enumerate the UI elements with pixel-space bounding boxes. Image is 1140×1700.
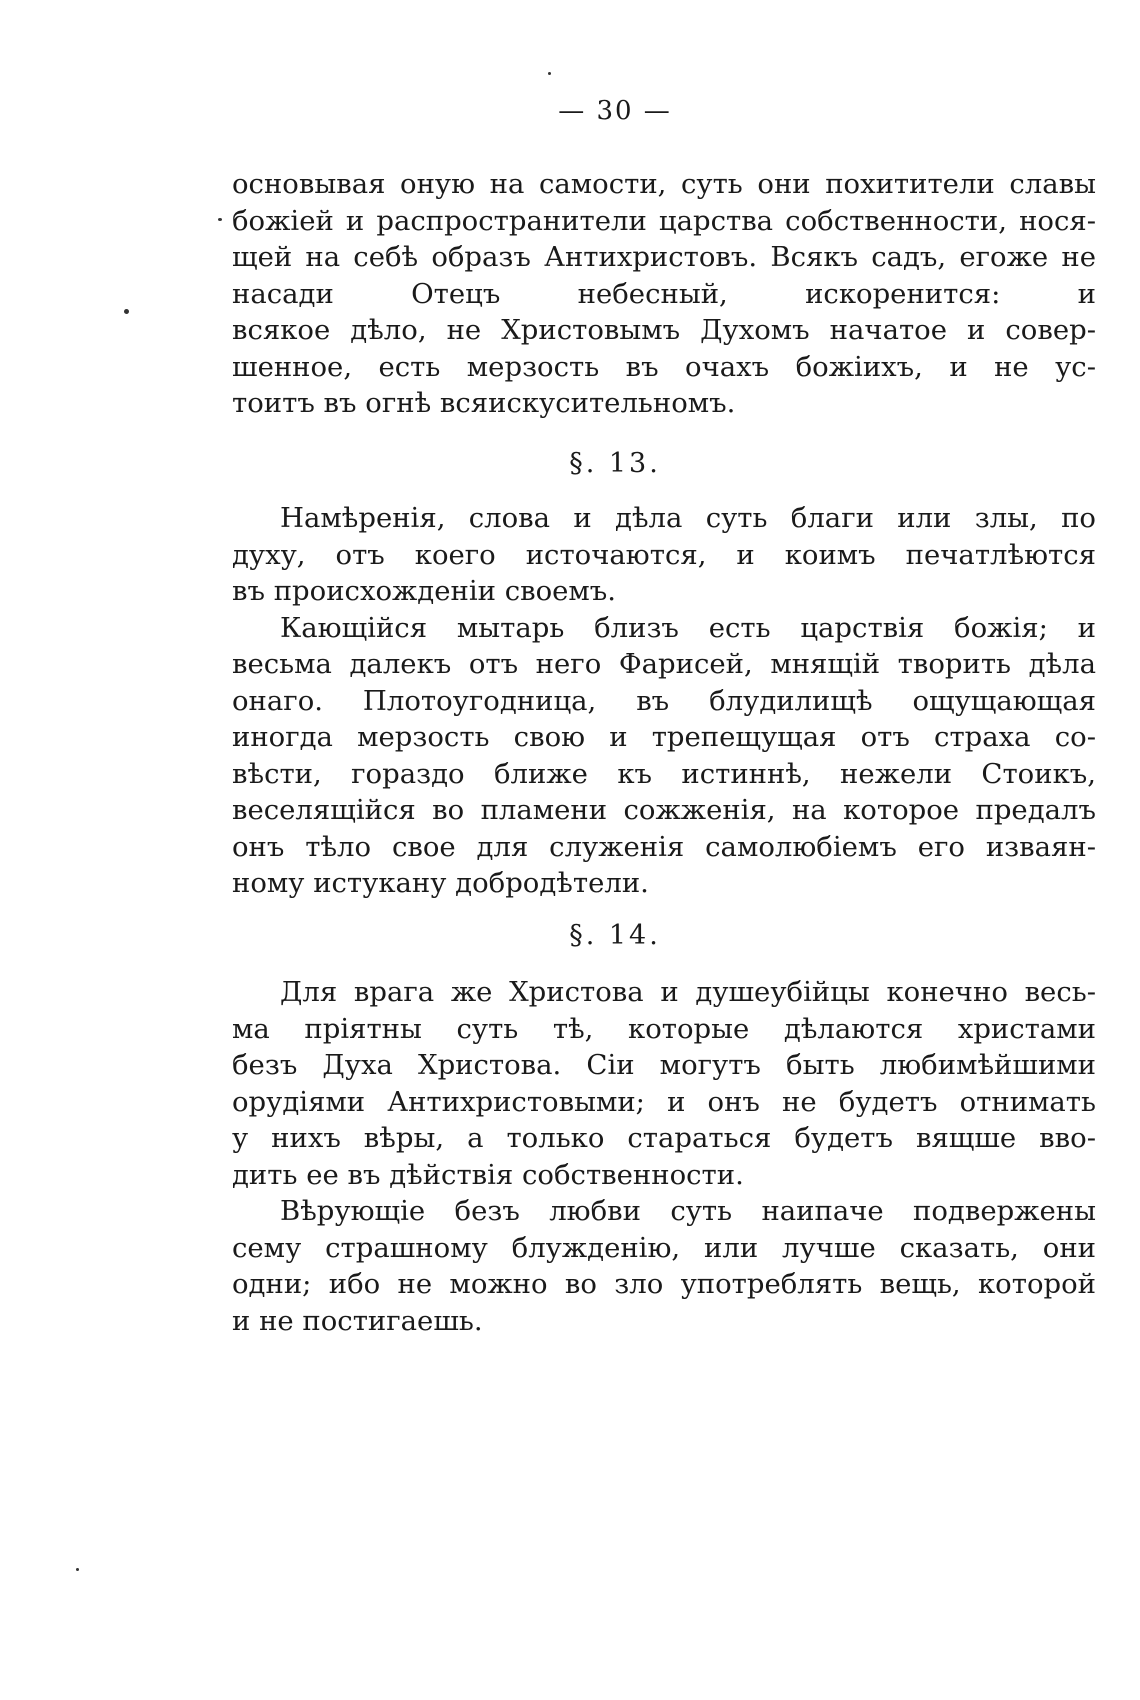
text-line: у нихъ вѣры, а только стараться будетъ вящше вво-	[232, 1122, 1096, 1154]
text-line: Намѣренія, слова и дѣла суть благи или злы, по	[280, 502, 1096, 534]
text-line: основывая оную на самости, суть они похитители славы	[232, 168, 1096, 200]
text-line: и не постигаешь.	[232, 1304, 483, 1337]
text-line: Вѣрующіе безъ любви суть наипаче подвержены	[280, 1195, 1096, 1227]
section-13-body	[232, 500, 1096, 902]
text-line: орудіями Антихристовыми; и онъ не будетъ отнимать	[232, 1085, 1096, 1118]
text-line: весьма далекъ отъ него Фарисей, мнящій творить дѣла	[232, 648, 1096, 680]
text-line: духу, отъ коего источаются, и коимъ печатлѣются	[232, 538, 1096, 571]
section-14-body	[232, 974, 1096, 1339]
page-number: — 30 —	[558, 96, 672, 126]
text-line: одни; ибо не можно во зло употреблять вещь, которой	[232, 1268, 1096, 1300]
text-line: иногда мерзость свою и трепещущая отъ страха со-	[232, 721, 1096, 753]
text-line: веселящійся во пламени сожженія, на которое предалъ	[232, 794, 1096, 826]
text-line: безъ Духа Христова. Сіи могутъ быть любимѣйшими	[232, 1049, 1096, 1081]
text-line: онаго. Плотоугодница, въ блудилищѣ ощущающая	[232, 684, 1096, 717]
text-line: сему страшному блужденію, или лучше сказать, они	[232, 1231, 1096, 1264]
text-line: дить ее въ дѣйствія собственности.	[232, 1158, 744, 1191]
text-line: ма пріятны суть тѣ, которые дѣлаются христами	[232, 1012, 1096, 1045]
text-line: Кающійся мытарь близъ есть царствія божія; и	[280, 611, 1096, 644]
text-line: божіей и распространители царства собственности, нося-	[232, 204, 1096, 237]
paragraph-continuation	[232, 166, 1096, 422]
text-line: Для врага же Христова и душеубійцы конечно весь-	[280, 976, 1096, 1008]
text-line: всякое дѣло, не Христовымъ Духомъ начатое и совер-	[232, 314, 1096, 346]
print-speck	[218, 218, 222, 221]
text-line: тоитъ въ огнѣ всяискусительномъ.	[232, 387, 736, 419]
text-line: въ происхожденіи своемъ.	[232, 575, 617, 607]
text-line: щей на себѣ образъ Антихристовъ. Всякъ садъ, егоже не	[232, 241, 1096, 273]
text-line: шенное, есть мерзость въ очахъ божіихъ, и не ус-	[232, 350, 1096, 383]
print-speck	[548, 72, 551, 75]
print-speck	[76, 1568, 79, 1571]
section-13-heading: §. 13.	[569, 448, 661, 479]
section-14-heading: §. 14.	[569, 920, 661, 951]
text-line: насади Отецъ небесный, искоренится: и	[232, 277, 1096, 310]
text-line: вѣсти, гораздо ближе къ истиннѣ, нежели Стоикъ,	[232, 757, 1096, 790]
text-line: онъ тѣло свое для служенія самолюбіемъ его изваян-	[232, 830, 1096, 863]
text-line: ному истукану добродѣтели.	[232, 867, 649, 899]
print-speck	[124, 309, 129, 314]
